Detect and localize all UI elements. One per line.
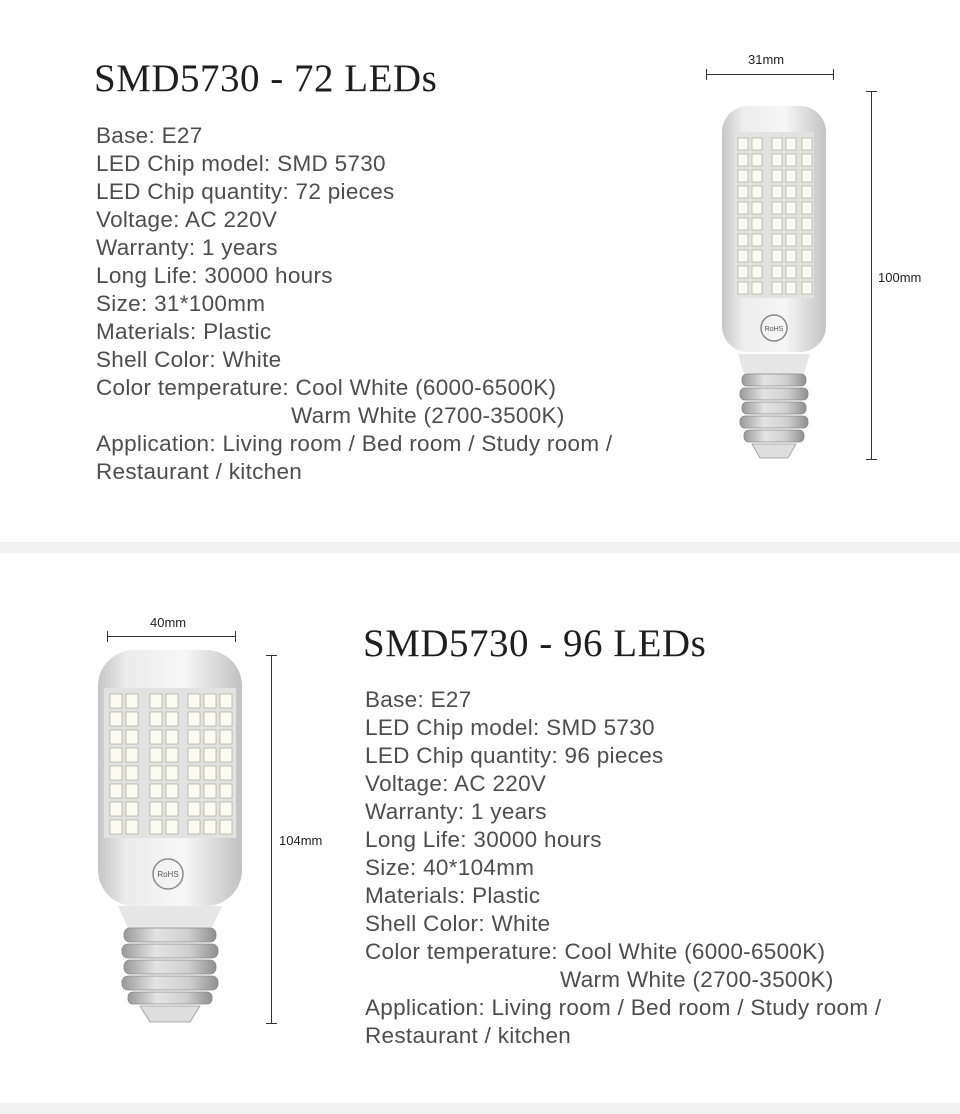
section-separator [0,1103,960,1114]
height-dimension-line [271,655,272,1024]
led-chip [738,170,748,182]
spec-color-temperature: Color temperature: Cool White (6000-6500K) [365,939,826,964]
led-chip [738,138,748,150]
spec-long-life: Long Life: 30000 hours [365,827,602,852]
led-chip [752,282,762,294]
led-chip [126,784,138,798]
led-chip [150,820,162,834]
spec-materials: Materials: Plastic [96,319,272,344]
led-chip [786,154,796,166]
spec-voltage: Voltage: AC 220V [365,771,547,796]
led-chip [786,282,796,294]
led-chip [802,250,812,262]
rohs-mark: RoHS [157,870,179,879]
led-chip [752,266,762,278]
spec-warranty: Warranty: 1 years [365,799,547,824]
width-dimension-line [107,636,236,637]
led-chip [738,202,748,214]
width-dimension-label: 31mm [748,52,785,67]
led-chip [772,186,782,198]
led-chip [204,712,216,726]
led-chip [220,802,232,816]
led-chip [188,766,200,780]
led-chip [786,250,796,262]
led-chip [752,218,762,230]
spec-list [96,122,612,486]
led-chip [772,282,782,294]
spec-long-life: Long Life: 30000 hours [96,263,333,288]
led-chip [786,266,796,278]
led-chip [752,234,762,246]
led-chip [204,748,216,762]
led-chip [220,766,232,780]
led-chip [204,784,216,798]
width-dimension-label: 40mm [150,615,187,630]
spec-application-cont: Restaurant / kitchen [96,459,303,484]
led-chip [802,266,812,278]
led-chip [752,250,762,262]
led-chip [188,712,200,726]
led-chip [110,748,122,762]
spec-size: Size: 40*104mm [365,855,535,880]
led-chip [166,694,178,708]
spec-application: Application: Living room / Bed room / Study room / [96,431,613,456]
led-chip [752,170,762,182]
led-chip [188,694,200,708]
led-chip [126,766,138,780]
led-chip [786,218,796,230]
spec-size: Size: 31*100mm [96,291,266,316]
spec-chip-quantity: LED Chip quantity: 72 pieces [96,179,395,204]
led-chip [126,730,138,744]
led-chip [110,694,122,708]
led-chip [150,730,162,744]
led-chip [738,250,748,262]
led-chip [126,694,138,708]
led-bulb-image [718,92,830,467]
led-chip [772,266,782,278]
section-separator [0,542,960,553]
spec-warranty: Warranty: 1 years [96,235,278,260]
rohs-mark: RoHS [764,326,784,333]
led-chip [220,694,232,708]
led-chip [802,282,812,294]
spec-shell-color: Shell Color: White [365,911,551,936]
led-chip [220,730,232,744]
led-chip [110,766,122,780]
led-chip [802,154,812,166]
section-title: SMD5730 - 96 LEDs [363,622,707,665]
height-dimension-label: 100mm [878,270,922,285]
led-chip [738,154,748,166]
led-chip [752,154,762,166]
led-chip [110,712,122,726]
led-chip [150,694,162,708]
led-chip [204,802,216,816]
led-chip [204,730,216,744]
led-chip [220,820,232,834]
led-chip [188,784,200,798]
led-chip [166,820,178,834]
led-chip [772,250,782,262]
led-chip [166,766,178,780]
led-chip [188,748,200,762]
led-chip [166,784,178,798]
led-chip [772,218,782,230]
led-chip [110,820,122,834]
spec-base: Base: E27 [365,687,472,712]
spec-list [365,686,881,1050]
led-chip [204,820,216,834]
width-dimension-line [706,74,834,75]
led-chip [110,784,122,798]
led-chip [126,712,138,726]
spec-chip-model: LED Chip model: SMD 5730 [365,715,655,740]
led-chip [738,186,748,198]
led-chip [752,138,762,150]
led-chip [110,802,122,816]
led-chip [772,202,782,214]
led-chip [786,202,796,214]
led-chip [220,712,232,726]
led-chip [772,170,782,182]
spec-shell-color: Shell Color: White [96,347,282,372]
led-chip [188,802,200,816]
spec-color-temperature: Color temperature: Cool White (6000-6500K) [96,375,557,400]
led-chip [802,202,812,214]
led-chip [786,186,796,198]
spec-base: Base: E27 [96,123,203,148]
led-chip [220,784,232,798]
led-chip [150,712,162,726]
led-chip [738,234,748,246]
led-chip [802,218,812,230]
led-bulb-image [94,646,246,1031]
led-chip [772,154,782,166]
spec-application: Application: Living room / Bed room / Study room / [365,995,882,1020]
section-title: SMD5730 - 72 LEDs [94,57,438,100]
led-chip [204,766,216,780]
led-chip [166,712,178,726]
led-chip [786,138,796,150]
led-chip [772,234,782,246]
led-chip [220,748,232,762]
product-section-96-leds [0,553,960,1103]
led-chip [126,820,138,834]
led-chip [110,730,122,744]
led-chip [150,802,162,816]
led-chip [126,802,138,816]
led-chip [738,218,748,230]
led-chip [752,202,762,214]
led-chip [752,186,762,198]
led-chip [150,766,162,780]
led-chip [126,748,138,762]
led-chip [204,694,216,708]
spec-chip-quantity: LED Chip quantity: 96 pieces [365,743,664,768]
product-section-72-leds [0,0,960,542]
spec-color-temperature-warm: Warm White (2700-3500K) [291,403,565,428]
led-chip [738,266,748,278]
led-chip [802,234,812,246]
led-chip [188,820,200,834]
led-chip [786,170,796,182]
spec-voltage: Voltage: AC 220V [96,207,278,232]
led-chip [188,730,200,744]
spec-chip-model: LED Chip model: SMD 5730 [96,151,386,176]
spec-application-cont: Restaurant / kitchen [365,1023,572,1048]
led-chip [772,138,782,150]
led-chip [786,234,796,246]
spec-color-temperature-warm: Warm White (2700-3500K) [560,967,834,992]
height-dimension-line [871,91,872,460]
led-chip [150,748,162,762]
led-chip [802,186,812,198]
led-chip [738,282,748,294]
led-chip [150,784,162,798]
led-chip [166,730,178,744]
led-chip [166,802,178,816]
led-chip [166,748,178,762]
spec-materials: Materials: Plastic [365,883,541,908]
led-chip [802,170,812,182]
led-chip [802,138,812,150]
height-dimension-label: 104mm [279,833,323,848]
